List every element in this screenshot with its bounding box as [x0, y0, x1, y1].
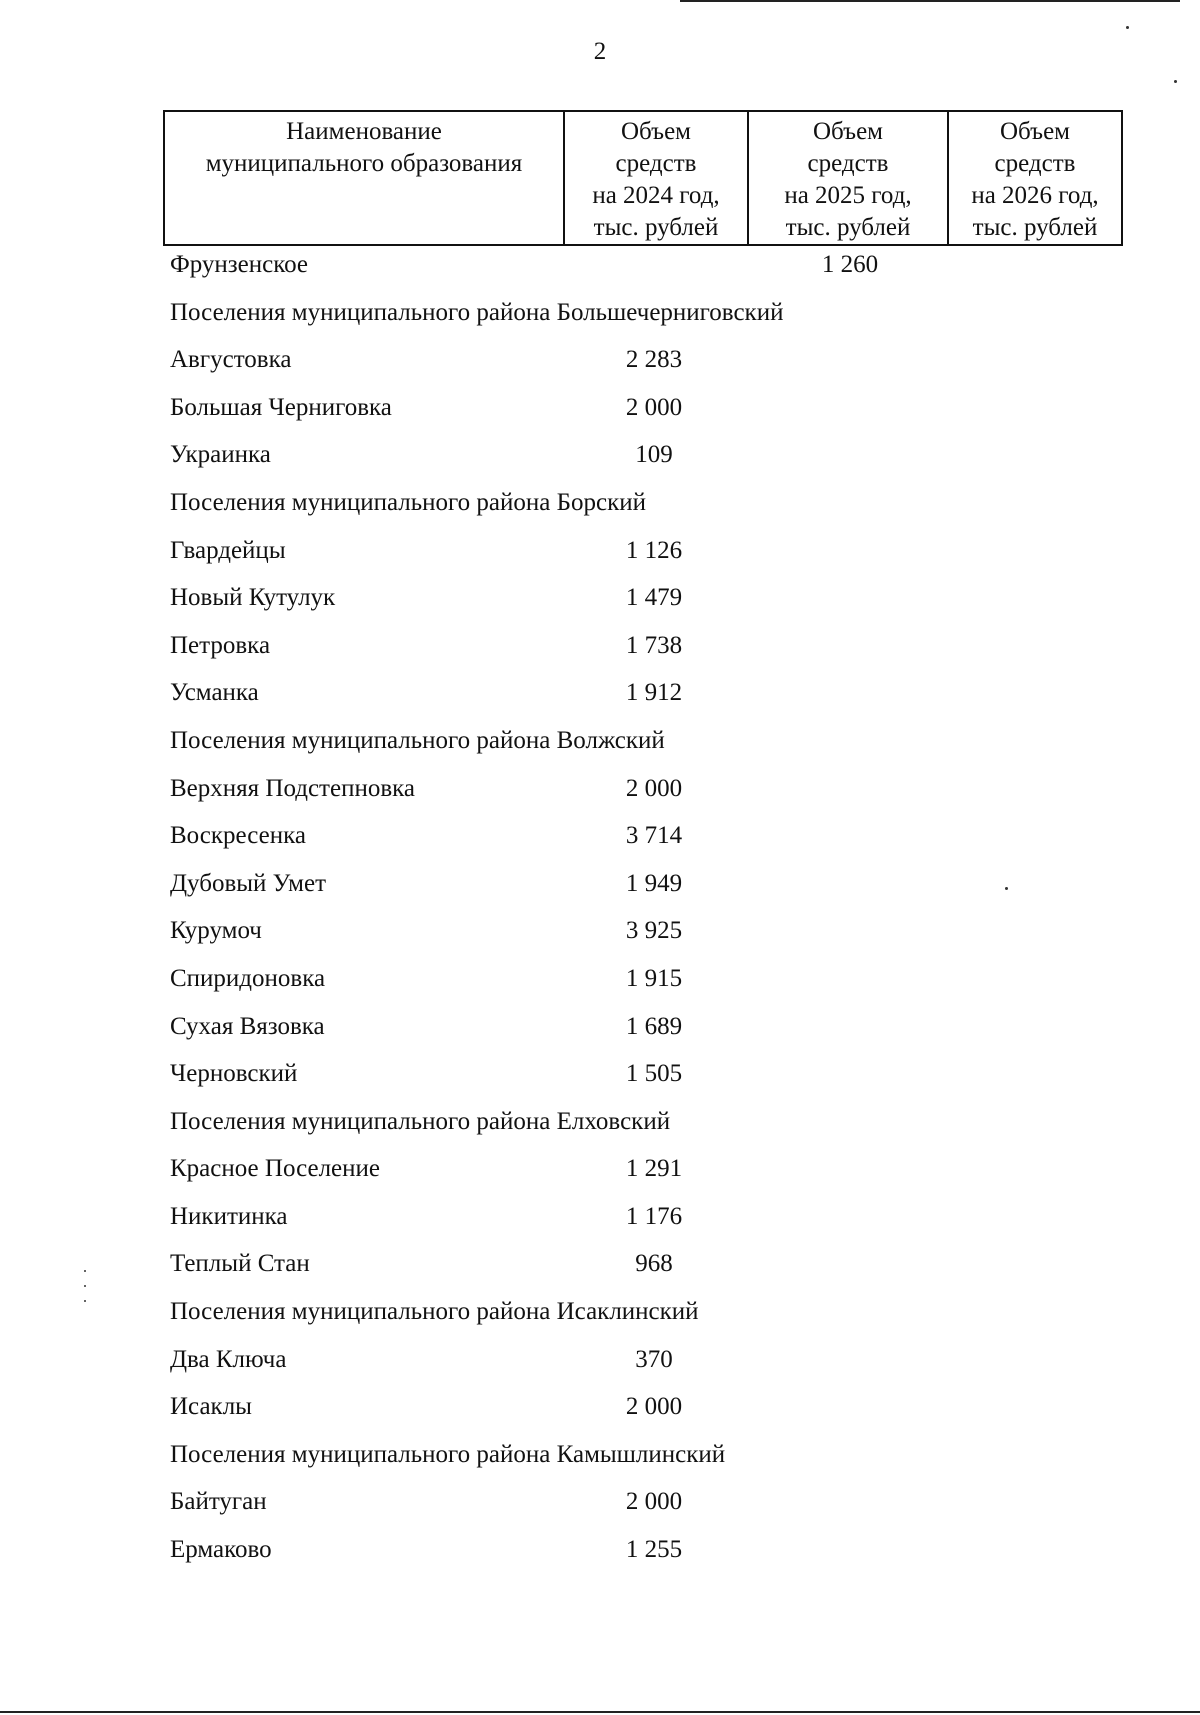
table-row [0, 1012, 1200, 1060]
row-value-2024: 1 689 [625, 1012, 683, 1040]
table-row [0, 345, 1200, 393]
table-row [0, 678, 1200, 726]
table-row [0, 1392, 1200, 1440]
row-value-2024: 109 [635, 441, 673, 469]
row-value-2024: 968 [635, 1250, 673, 1278]
header-volume-2025: Объем средств на 2025 год, тыс. рублей [749, 112, 949, 244]
row-value-2024: 2 283 [625, 346, 683, 374]
row-value-2024: 1 738 [625, 631, 683, 659]
group-heading-row [0, 298, 1200, 346]
row-name: Ермаково [170, 1536, 272, 1564]
scan-speck [1174, 80, 1177, 83]
row-name: Новый Кутулук [170, 584, 336, 612]
row-value-2024: 1 479 [625, 584, 683, 612]
row-value-2024: 370 [635, 1345, 673, 1373]
table-row [0, 1202, 1200, 1250]
scan-edge-top [680, 0, 1180, 2]
row-value-2024: 2 000 [625, 774, 683, 802]
row-name: Спиридоновка [170, 964, 326, 992]
table-row [0, 583, 1200, 631]
row-name: Воскресенка [170, 822, 306, 850]
table-row [0, 1487, 1200, 1535]
table-row [0, 916, 1200, 964]
row-value-2024: 3 925 [625, 917, 683, 945]
header-volume-2026: Объем средств на 2026 год, тыс. рублей [971, 118, 1099, 241]
group-heading-row [0, 488, 1200, 536]
table-row [0, 821, 1200, 869]
table-row [0, 440, 1200, 488]
row-name: Петровка [170, 631, 271, 659]
row-name: Усманка [170, 679, 259, 707]
table-row [0, 536, 1200, 584]
row-name: Сухая Вязовка [170, 1012, 325, 1040]
row-value-2024: 3 714 [625, 822, 683, 850]
table-body [0, 250, 1200, 1583]
header-municipality-name: Наименование муниципального образования [165, 112, 565, 244]
row-value-2024: 1 505 [625, 1060, 683, 1088]
row-name: Большая Черниговка [170, 393, 392, 421]
table-row [0, 1345, 1200, 1393]
row-name: Дубовый Умет [170, 869, 327, 897]
row-name: Два Ключа [170, 1345, 287, 1373]
row-name: Красное Поселение [170, 1155, 380, 1183]
group-heading-row [0, 1440, 1200, 1488]
row-name: Байтуган [170, 1488, 267, 1516]
table-row [0, 393, 1200, 441]
group-heading: Поселения муниципального района Елховский [170, 1107, 671, 1135]
row-name: Черновский [170, 1060, 298, 1088]
row-name: Никитинка [170, 1202, 288, 1230]
row-value-2024: 1 291 [625, 1155, 683, 1183]
table-row [0, 1249, 1200, 1297]
row-value-2024: 1 949 [625, 869, 683, 897]
group-heading-row [0, 726, 1200, 774]
row-value-2024: 2 000 [625, 393, 683, 421]
row-name: Курумоч [170, 917, 262, 945]
group-heading: Поселения муниципального района Исаклинский [170, 1298, 699, 1326]
table-row [0, 1154, 1200, 1202]
row-value-2024: 2 000 [625, 1393, 683, 1421]
row-value-2024: 1 255 [625, 1536, 683, 1564]
row-value-2024: 1 915 [625, 964, 683, 992]
table-row [0, 1059, 1200, 1107]
row-value-2025: 1 260 [821, 251, 879, 278]
group-heading: Поселения муниципального района Борский [170, 488, 646, 516]
row-value-2024: 2 000 [625, 1488, 683, 1516]
header-volume-2024: Объем средств на 2024 год, тыс. рублей [565, 112, 749, 244]
table-row [0, 250, 1200, 298]
group-heading: Поселения муниципального района Большечерниговский [170, 298, 784, 326]
scan-edge-bottom [0, 1711, 1200, 1713]
row-name: Августовка [170, 346, 292, 374]
table-row [0, 774, 1200, 822]
page-number: 2 [593, 38, 607, 65]
row-value-2024: 1 126 [625, 536, 683, 564]
group-heading-row [0, 1297, 1200, 1345]
table-row [0, 869, 1200, 917]
scan-speck [1126, 26, 1129, 29]
group-heading: Поселения муниципального района Камышлинский [170, 1440, 726, 1468]
table-header [163, 110, 1123, 246]
group-heading-row [0, 1107, 1200, 1155]
table-row [0, 964, 1200, 1012]
row-name: Верхняя Подстепновка [170, 774, 415, 802]
row-name: Исаклы [170, 1393, 252, 1421]
table-row [0, 1535, 1200, 1583]
row-name: Гвардейцы [170, 536, 286, 564]
row-name: Украинка [170, 441, 271, 469]
row-name: Фрунзенское [170, 251, 309, 278]
table-row [0, 631, 1200, 679]
row-name: Теплый Стан [170, 1250, 310, 1278]
group-heading: Поселения муниципального района Волжский [170, 726, 665, 754]
row-value-2024: 1 912 [625, 679, 683, 707]
row-value-2024: 1 176 [625, 1202, 683, 1230]
